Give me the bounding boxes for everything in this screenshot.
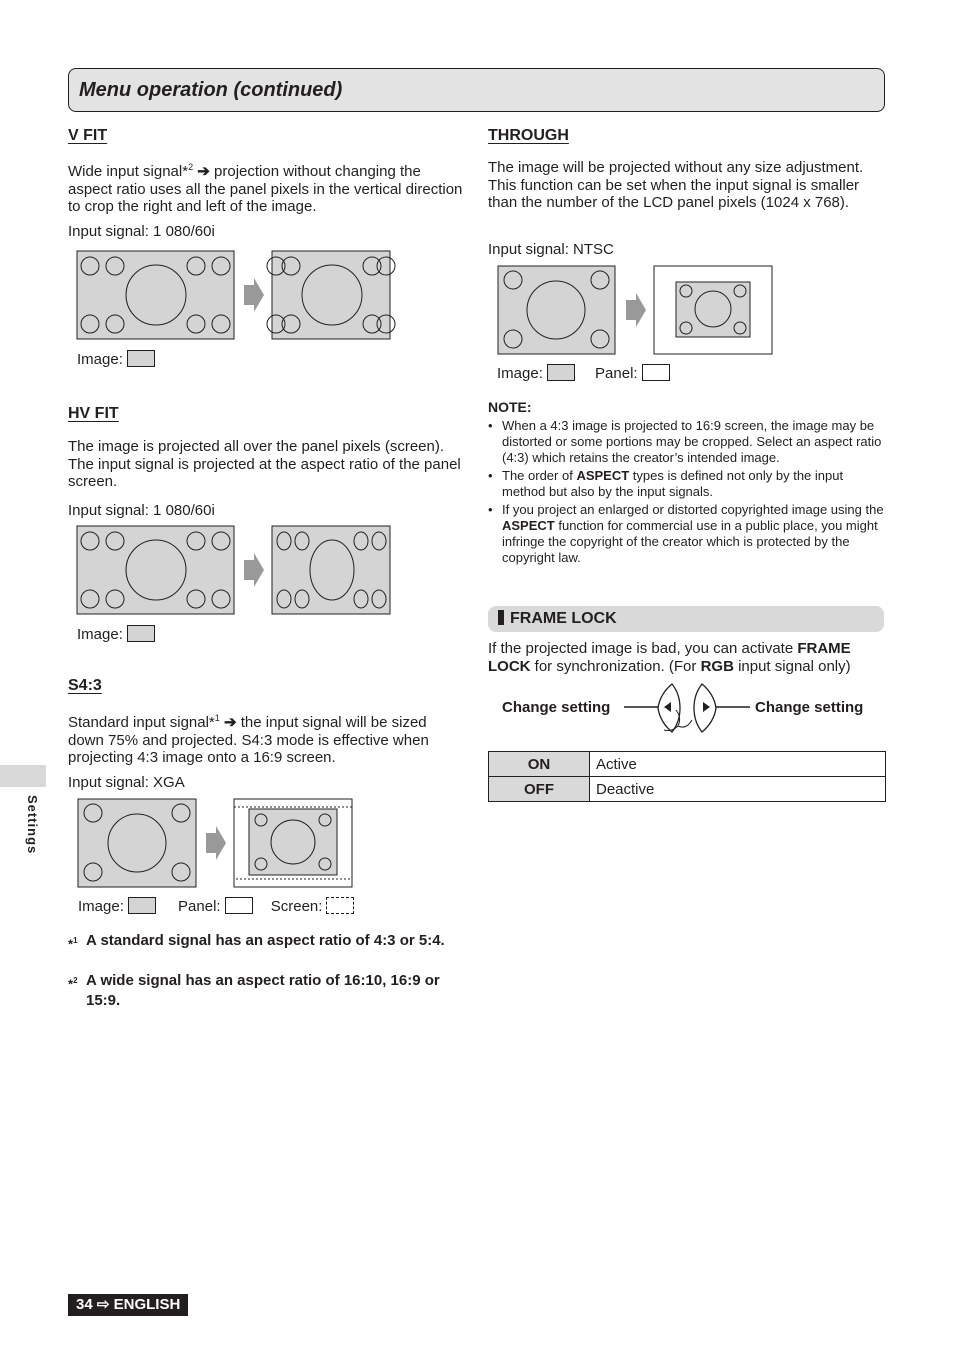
image-swatch xyxy=(547,364,575,381)
screen-swatch xyxy=(326,897,354,914)
s43-diagram xyxy=(76,797,356,889)
change-setting-left-label: Change setting xyxy=(502,699,611,716)
arrow-icon: ⇨ xyxy=(96,1296,110,1313)
source-image xyxy=(77,251,234,339)
result-image xyxy=(267,251,395,339)
note-list xyxy=(488,418,886,568)
frame-lock-options-table xyxy=(488,751,886,802)
option-value: Active xyxy=(590,752,886,777)
option-key: ON xyxy=(489,752,590,777)
note-item: • When a 4:3 image is projected to 16:9 screen, the image may be distorted or some portions may be cropped. Select an aspect ratio (4:3) which retains the creator’s intended image. xyxy=(488,418,886,466)
source-image xyxy=(498,266,615,354)
heading-marker xyxy=(498,610,504,625)
result-image xyxy=(272,526,390,614)
through-description: The image will be projected without any size adjustment. This function can be set when the input signal is smaller than the number of the LCD panel pixels (1024 x 768). xyxy=(488,159,864,211)
image-swatch xyxy=(127,625,155,642)
through-heading: THROUGH xyxy=(488,127,569,144)
result-image xyxy=(654,266,772,354)
option-key: OFF xyxy=(489,777,590,802)
s43-legend: Image: Panel: Screen: xyxy=(78,897,354,915)
section-header xyxy=(68,68,885,112)
panel-swatch xyxy=(225,897,253,914)
hvfit-heading: HV FIT xyxy=(68,405,119,422)
frame-lock-description: If the projected image is bad, you can activate FRAME LOCK for synchronization. (For RGB input signal only) xyxy=(488,640,851,675)
through-input-signal: Input signal: NTSC xyxy=(488,241,614,258)
page-title: Menu operation (continued) xyxy=(79,79,343,101)
result-image xyxy=(234,799,352,887)
s43-heading: S4:3 xyxy=(68,677,102,694)
frame-lock-heading-bar xyxy=(488,606,884,632)
sidebar-tab xyxy=(0,765,46,787)
panel-swatch xyxy=(642,364,670,381)
note-item: • If you project an enlarged or distorted copyrighted image using the ASPECT function for commercial use in a public place, you might infringe the copyright of the creator which is protected by the copyright law. xyxy=(488,502,886,566)
hvfit-diagram xyxy=(76,525,396,617)
language-label: ENGLISH xyxy=(113,1296,181,1313)
source-image xyxy=(77,526,234,614)
image-swatch xyxy=(128,897,156,914)
through-legend: Image: Panel: xyxy=(497,364,670,382)
hvfit-legend: Image: xyxy=(77,625,155,643)
footnote-1: *$^1$ A standard signal has an aspect ratio of 4:3 or 5:4. xyxy=(68,932,445,952)
table-row xyxy=(489,752,886,777)
note-item: • The order of ASPECT types is defined not only by the input method but also by the input signals. xyxy=(488,468,886,500)
s43-description: Standard input signal*$^1$ ➔ the input signal will be sized down 75% and projected. S4:3 mode is effective when projecting 4:3 image onto a 16:9 screen. xyxy=(68,713,429,766)
left-right-keys-icon xyxy=(620,680,755,740)
vfit-heading: V FIT xyxy=(68,127,108,144)
page-number: 34 xyxy=(76,1296,93,1313)
footnote-2: *$^2$ A wide signal has an aspect ratio of 16:10, 16:9 or 15:9. xyxy=(68,972,440,1009)
vfit-diagram xyxy=(76,250,396,342)
vfit-legend: Image: xyxy=(77,350,155,368)
table-row xyxy=(489,777,886,802)
hvfit-input-signal: Input signal: 1 080/60i xyxy=(68,502,215,519)
s43-input-signal: Input signal: XGA xyxy=(68,774,185,791)
vfit-description: Wide input signal*$^2$ ➔ projection without changing the aspect ratio uses all the panel pixels in the vertical direction to crop the right and left of the image. xyxy=(68,162,463,215)
vfit-input-signal: Input signal: 1 080/60i xyxy=(68,223,215,240)
frame-lock-heading: FRAME LOCK xyxy=(510,610,617,627)
source-image xyxy=(78,799,196,887)
hvfit-description: The image is projected all over the panel pixels (screen). The input signal is projected at the aspect ratio of the panel screen. xyxy=(68,438,461,490)
change-setting-right-label: Change setting xyxy=(755,699,864,716)
note-heading: NOTE: xyxy=(488,399,532,415)
image-swatch xyxy=(127,350,155,367)
sidebar-label: Settings xyxy=(25,795,40,855)
option-value: Deactive xyxy=(590,777,886,802)
through-diagram xyxy=(496,264,776,356)
page-number-badge xyxy=(68,1294,188,1316)
